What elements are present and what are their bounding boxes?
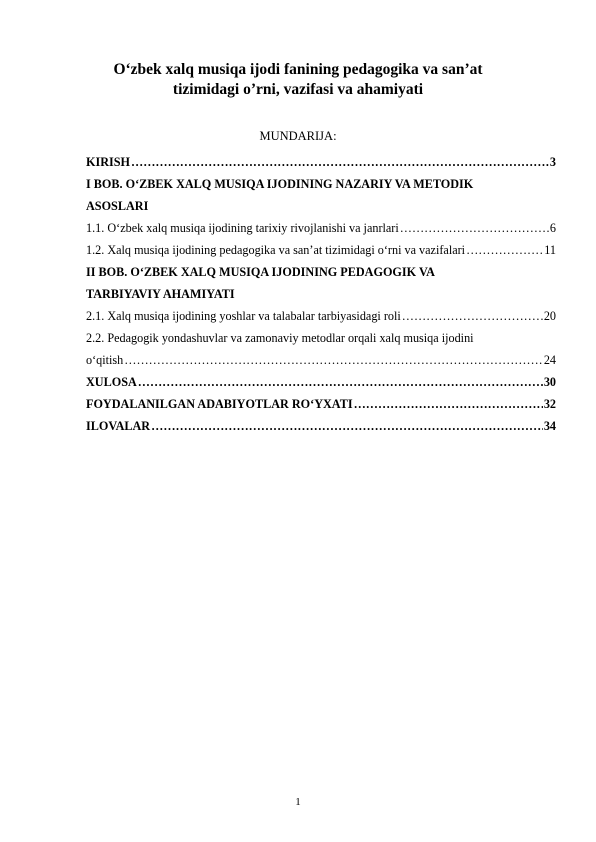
- toc-chapter-2-line-1: II BOB. O‘ZBEK XALQ MUSIQA IJODINING PEDAGOGIK VA: [86, 265, 435, 279]
- toc-entry-text: KIRISH: [86, 155, 131, 169]
- toc-entry-text: o‘qitish: [86, 353, 124, 367]
- dot-leader: [400, 217, 549, 239]
- toc-chapter-1-line-2: ASOSLARI: [86, 199, 149, 213]
- toc-entry-1-1: [86, 217, 556, 239]
- toc-heading: MUNDARIJA:: [259, 129, 337, 143]
- dot-leader: [124, 349, 543, 371]
- table-of-contents: [86, 151, 556, 437]
- toc-entry-text: ILOVALAR: [86, 419, 151, 433]
- toc-entry-page: 11: [544, 243, 556, 257]
- toc-entry-page: 20: [543, 309, 556, 323]
- toc-entry-ilovalar: [86, 415, 556, 437]
- toc-entry-2-2-line-1: 2.2. Pedagogik yondashuvlar va zamonaviy metodlar orqali xalq musiqa ijodini: [86, 331, 474, 345]
- document-title: [40, 60, 556, 100]
- toc-entry-adabiyotlar: [86, 393, 556, 415]
- toc-entry-2-2: [86, 349, 556, 371]
- toc-entry-1-2: [86, 239, 556, 261]
- dot-leader: [138, 371, 543, 393]
- title-line-2: tizimidagi o’rni, vazifasi va ahamiyati: [172, 81, 424, 98]
- toc-entry-page: 3: [549, 155, 556, 169]
- toc-entry-xulosa: [86, 371, 556, 393]
- toc-entry-text: 1.1. O‘zbek xalq musiqa ijodining tarixiy rivojlanishi va janrlari: [86, 221, 399, 235]
- dot-leader: [151, 415, 543, 437]
- page-number: 1: [295, 796, 301, 808]
- toc-entry-page: 6: [549, 221, 556, 235]
- toc-entry-page: 32: [543, 397, 556, 411]
- dot-leader: [402, 305, 543, 327]
- dot-leader: [466, 239, 543, 261]
- toc-entry-kirish: [86, 151, 556, 173]
- toc-entry-text: 1.2. Xalq musiqa ijodining pedagogika va san’at tizimidagi o‘rni va vazifalari: [86, 243, 466, 257]
- toc-chapter-1-line-1: I BOB. O‘ZBEK XALQ MUSIQA IJODINING NAZARIY VA METODIK: [86, 177, 474, 191]
- toc-entry-2-1: [86, 305, 556, 327]
- dot-leader: [354, 393, 543, 415]
- toc-entry-text: XULOSA: [86, 375, 137, 389]
- toc-entry-text: FOYDALANILGAN ADABIYOTLAR RO‘YXATI: [86, 397, 353, 411]
- toc-entry-page: 30: [543, 375, 556, 389]
- toc-entry-page: 34: [543, 419, 556, 433]
- toc-entry-text: 2.1. Xalq musiqa ijodining yoshlar va talabalar tarbiyasidagi roli: [86, 309, 401, 323]
- dot-leader: [131, 151, 549, 173]
- toc-entry-page: 24: [543, 353, 556, 367]
- toc-chapter-2-line-2: TARBIYAVIY AHAMIYATI: [86, 287, 235, 301]
- title-line-1: O‘zbek xalq musiqa ijodi fanining pedagogika va san’at: [113, 61, 483, 78]
